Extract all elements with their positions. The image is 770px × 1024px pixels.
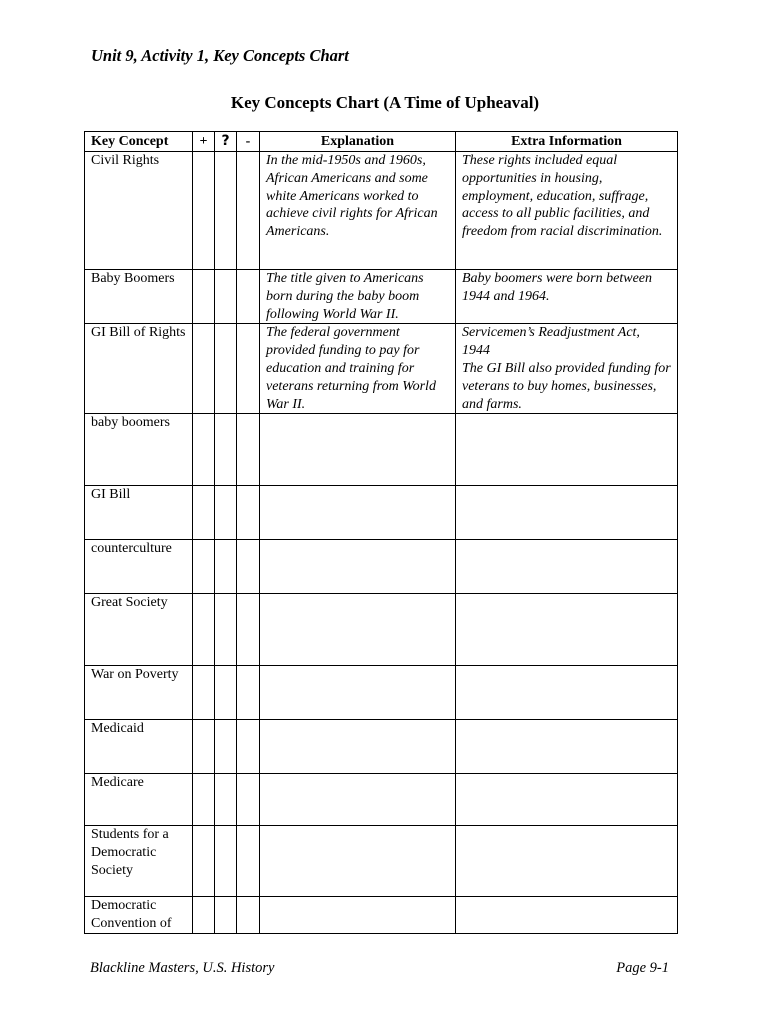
table-row — [85, 594, 678, 666]
explanation-cell[interactable] — [260, 720, 456, 774]
header-key-concept: Key Concept — [85, 132, 193, 152]
plus-cell[interactable] — [193, 152, 215, 270]
explanation-cell — [260, 324, 456, 414]
plus-cell[interactable] — [193, 666, 215, 720]
key-concept-cell: War on Poverty — [85, 666, 193, 720]
minus-cell[interactable] — [237, 720, 260, 774]
explanation-cell — [260, 152, 456, 270]
plus-cell[interactable] — [193, 897, 215, 934]
key-concept-cell: Baby Boomers — [85, 270, 193, 324]
question-cell[interactable] — [215, 774, 237, 826]
question-cell[interactable] — [215, 486, 237, 540]
header-row — [85, 132, 678, 152]
table-row — [85, 270, 678, 324]
plus-cell[interactable] — [193, 540, 215, 594]
extra-information-cell — [456, 152, 678, 270]
footer-source: Blackline Masters, U.S. History — [90, 960, 275, 976]
table-row — [85, 774, 678, 826]
explanation-text: The federal government provided funding to pay for education and training for veterans returning from World War II. — [266, 325, 436, 412]
explanation-cell — [260, 270, 456, 324]
extra-information-cell[interactable] — [456, 594, 678, 666]
explanation-cell[interactable] — [260, 540, 456, 594]
question-cell[interactable] — [215, 594, 237, 666]
extra-information-cell — [456, 324, 678, 414]
page-number: Page 9-1 — [616, 960, 669, 976]
key-concept-cell: GI Bill of Rights — [85, 324, 193, 414]
key-concept-cell: Medicaid — [85, 720, 193, 774]
minus-cell[interactable] — [237, 270, 260, 324]
key-concept-cell: counterculture — [85, 540, 193, 594]
minus-cell[interactable] — [237, 152, 260, 270]
key-concept-cell: Democratic Convention of — [85, 897, 193, 934]
unit-title: Unit 9, Activity 1, Key Concepts Chart — [91, 46, 349, 65]
explanation-cell[interactable] — [260, 594, 456, 666]
plus-cell[interactable] — [193, 414, 215, 486]
key-concept-cell: Students for a Democratic Society — [85, 826, 193, 897]
question-cell[interactable] — [215, 666, 237, 720]
question-cell[interactable] — [215, 826, 237, 897]
table-row — [85, 720, 678, 774]
key-concept-cell: baby boomers — [85, 414, 193, 486]
extra-information-cell[interactable] — [456, 414, 678, 486]
explanation-cell[interactable] — [260, 666, 456, 720]
minus-cell[interactable] — [237, 324, 260, 414]
plus-cell[interactable] — [193, 324, 215, 414]
extra-information-text: Servicemen’s Readjustment Act, 1944 — [462, 325, 640, 359]
explanation-cell[interactable] — [260, 414, 456, 486]
header-plus: + — [193, 132, 215, 152]
plus-cell[interactable] — [193, 486, 215, 540]
header-explanation: Explanation — [260, 132, 456, 152]
table-row — [85, 414, 678, 486]
minus-cell[interactable] — [237, 540, 260, 594]
question-cell[interactable] — [215, 720, 237, 774]
extra-information-cell[interactable] — [456, 540, 678, 594]
extra-information-cell — [456, 270, 678, 324]
extra-information-cell[interactable] — [456, 720, 678, 774]
header-extra-information: Extra Information — [456, 132, 678, 152]
minus-cell[interactable] — [237, 486, 260, 540]
key-concept-cell: Medicare — [85, 774, 193, 826]
table-row — [85, 486, 678, 540]
minus-cell[interactable] — [237, 897, 260, 934]
table-row — [85, 540, 678, 594]
question-cell[interactable] — [215, 152, 237, 270]
key-concept-cell: Great Society — [85, 594, 193, 666]
extra-information-text-2: The GI Bill also provided funding for veterans to buy homes, businesses, and farms. — [462, 360, 671, 412]
explanation-cell[interactable] — [260, 897, 456, 934]
minus-cell[interactable] — [237, 774, 260, 826]
table-row — [85, 666, 678, 720]
extra-information-cell[interactable] — [456, 826, 678, 897]
plus-cell[interactable] — [193, 720, 215, 774]
table-row — [85, 152, 678, 270]
key-concepts-table — [84, 131, 678, 934]
chart-title: Key Concepts Chart (A Time of Upheaval) — [230, 93, 540, 112]
question-cell[interactable] — [215, 540, 237, 594]
table-row — [85, 826, 678, 897]
explanation-cell[interactable] — [260, 486, 456, 540]
explanation-text: In the mid-1950s and 1960s, African Americans and some white Americans worked to achieve civil rights for African Americans. — [266, 153, 438, 240]
extra-information-cell[interactable] — [456, 666, 678, 720]
minus-cell[interactable] — [237, 666, 260, 720]
key-concept-cell: GI Bill — [85, 486, 193, 540]
question-cell[interactable] — [215, 414, 237, 486]
plus-cell[interactable] — [193, 826, 215, 897]
plus-cell[interactable] — [193, 594, 215, 666]
question-cell[interactable] — [215, 897, 237, 934]
extra-information-cell[interactable] — [456, 486, 678, 540]
question-cell[interactable] — [215, 324, 237, 414]
explanation-cell[interactable] — [260, 774, 456, 826]
explanation-text: The title given to Americans born during the baby boom following World War II. — [266, 271, 424, 322]
minus-cell[interactable] — [237, 414, 260, 486]
minus-cell[interactable] — [237, 826, 260, 897]
extra-information-text: Baby boomers were born between 1944 and 1964. — [462, 271, 652, 304]
extra-information-text: These rights included equal opportunities in housing, employment, education, suffrage, access to all public facilities, and freedom from racial discrimination. — [462, 153, 663, 240]
plus-cell[interactable] — [193, 774, 215, 826]
minus-cell[interactable] — [237, 594, 260, 666]
key-concept-cell: Civil Rights — [85, 152, 193, 270]
extra-information-cell[interactable] — [456, 897, 678, 934]
table-row — [85, 324, 678, 414]
header-minus: - — [237, 132, 260, 152]
plus-cell[interactable] — [193, 270, 215, 324]
question-cell[interactable] — [215, 270, 237, 324]
table-row — [85, 897, 678, 934]
header-question: ? — [215, 132, 237, 152]
explanation-cell[interactable] — [260, 826, 456, 897]
extra-information-cell[interactable] — [456, 774, 678, 826]
